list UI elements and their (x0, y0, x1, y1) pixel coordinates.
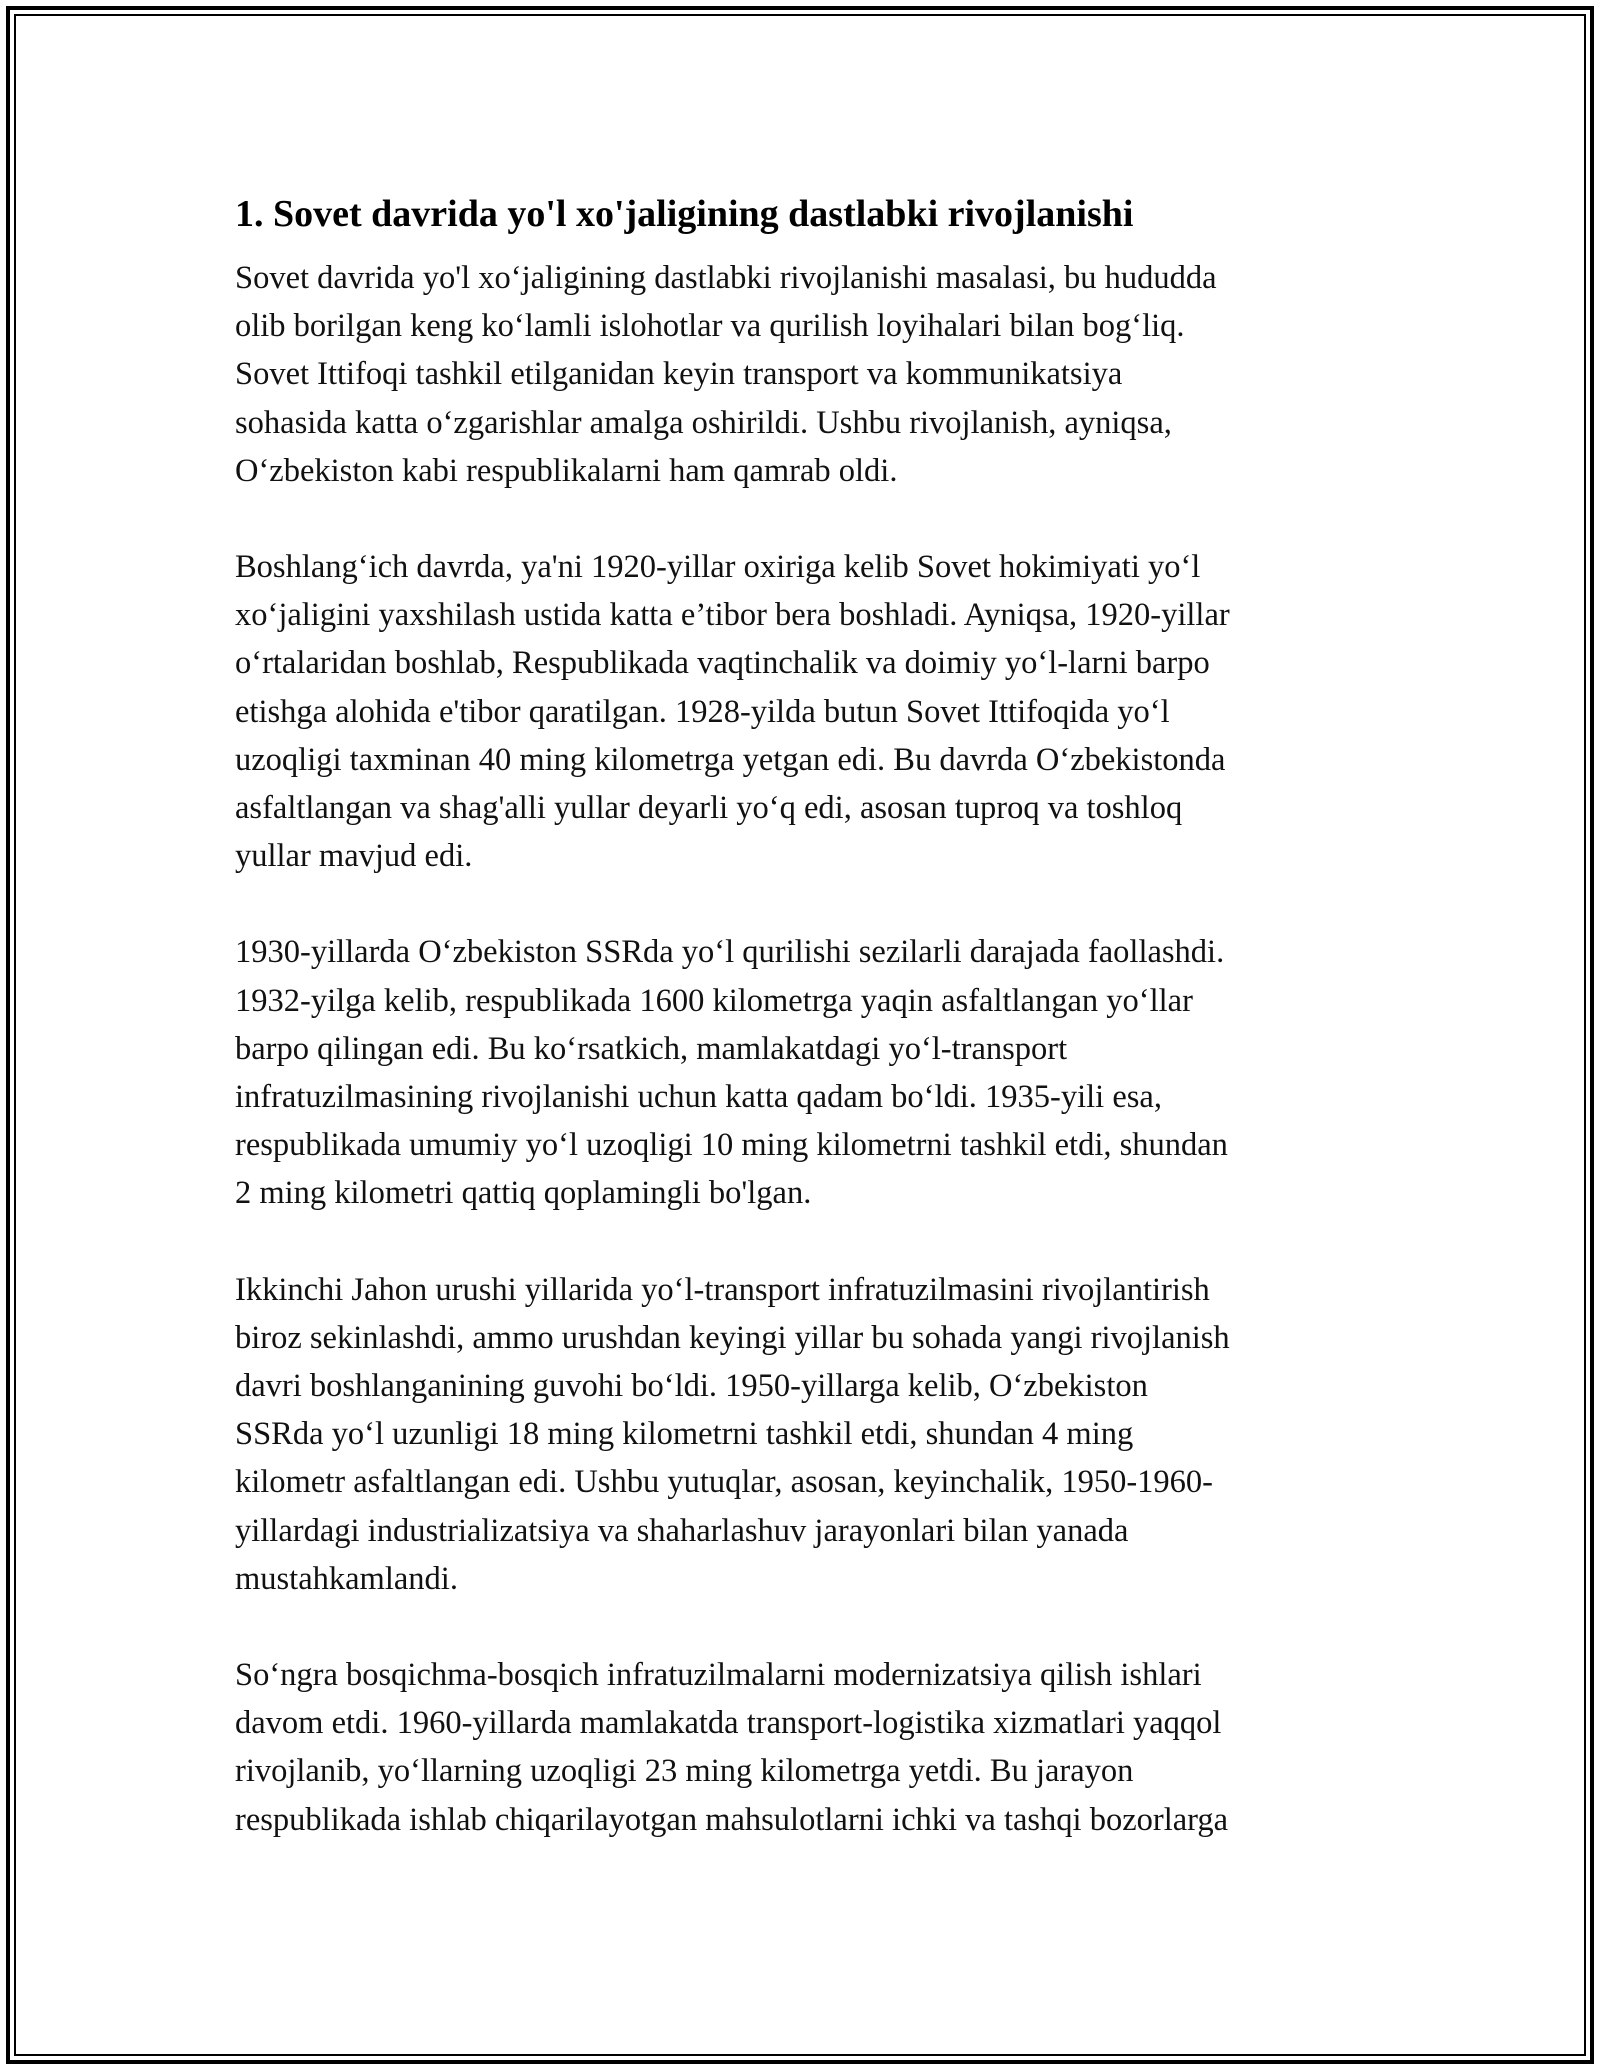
text-line: Boshlang‘ich davrda, ya'ni 1920-yillar oxiriga kelib Sovet hokimiyati yo‘l (235, 549, 1201, 586)
text-line: Sovet davrida yo'l xo‘jaligining dastlabki rivojlanishi masalasi, bu hududda (235, 260, 1217, 296)
text-line: respublikada umumiy yo‘l uzoqligi 10 ming kilometrni tashkil etdi, shundan (235, 1127, 1228, 1164)
text-line: yillardagi industrializatsiya va shaharlashuv jarayonlari bilan yanada (235, 1512, 1129, 1549)
text-line: O‘zbekiston kabi respublikalarni ham qamrab oldi. (235, 452, 898, 489)
text-line: olib borilgan keng ko‘lamli islohotlar va qurilish loyihalari bilan bog‘liq. (235, 308, 1185, 345)
text-line: 2 ming kilometri qattiq qoplamingli bo'lgan. (235, 1175, 812, 1212)
text-line: rivojlanib, yo‘llarning uzoqligi 23 ming kilometrga yetdi. Bu jarayon (235, 1753, 1134, 1790)
text-line: davom etdi. 1960-yillarda mamlakatda transport-logistika xizmatlari yaqqol (235, 1705, 1222, 1742)
text-line: 1930-yillarda O‘zbekiston SSRda yo‘l qurilishi sezilarli darajada faollashdi. (235, 934, 1225, 971)
text-line: o‘rtalaridan boshlab, Respublikada vaqtinchalik va doimiy yo‘l-larni barpo (235, 645, 1210, 682)
text-line: kilometr asfaltlangan edi. Ushbu yutuqlar, asosan, keyinchalik, 1950-1960- (235, 1464, 1213, 1501)
text-line: xo‘jaligini yaxshilash ustida katta e’tibor bera boshladi. Ayniqsa, 1920-yillar (235, 597, 1230, 634)
text-line: mustahkamlandi. (235, 1560, 458, 1597)
text-line: asfaltlangan va shag'alli yullar deyarli yo‘q edi, asosan tuproq va toshloq (235, 790, 1183, 827)
text-line: So‘ngra bosqichma-bosqich infratuzilmalarni modernizatsiya qilish ishlari (235, 1657, 1202, 1694)
text-line: sohasida katta o‘zgarishlar amalga oshirildi. Ushbu rivojlanish, ayniqsa, (235, 404, 1172, 441)
text-line: davri boshlanganining guvohi bo‘ldi. 1950-yillarga kelib, O‘zbekiston (235, 1368, 1148, 1405)
text-line: 1932-yilga kelib, respublikada 1600 kilometrga yaqin asfaltlangan yo‘llar (235, 982, 1193, 1019)
section-title: 1. Sovet davrida yo'l xo'jaligining dastlabki rivojlanishi (235, 193, 1134, 235)
text-line: Sovet Ittifoqi tashkil etilganidan keyin transport va kommunikatsiya (235, 356, 1123, 393)
text-line: yullar mavjud edi. (235, 838, 473, 875)
text-line: uzoqligi taxminan 40 ming kilometrga yetgan edi. Bu davrda O‘zbekistonda (235, 741, 1226, 778)
text-line: Ikkinchi Jahon urushi yillarida yo‘l-transport infratuzilmasini rivojlantirish (235, 1271, 1210, 1308)
text-line: SSRda yo‘l uzunligi 18 ming kilometrni tashkil etdi, shundan 4 ming (235, 1416, 1134, 1453)
paragraph-5 (235, 1651, 1375, 1844)
text-line: biroz sekinlashdi, ammo urushdan keyingi yillar bu sohada yangi rivojlanish (235, 1319, 1230, 1356)
document-body (235, 188, 1375, 1892)
text-line: respublikada ishlab chiqarilayotgan mahsulotlarni ichki va tashqi bozorlarga (235, 1801, 1229, 1838)
paragraph-1 (235, 254, 1375, 495)
paragraph-4 (235, 1266, 1375, 1603)
text-line: barpo qilingan edi. Bu ko‘rsatkich, mamlakatdagi yo‘l-transport (235, 1030, 1068, 1067)
paragraph-2 (235, 543, 1375, 880)
paragraph-3 (235, 928, 1375, 1217)
text-line: infratuzilmasining rivojlanishi uchun katta qadam bo‘ldi. 1935-yili esa, (235, 1079, 1162, 1116)
text-line: etishga alohida e'tibor qaratilgan. 1928-yilda butun Sovet Ittifoqida yo‘l (235, 693, 1170, 730)
